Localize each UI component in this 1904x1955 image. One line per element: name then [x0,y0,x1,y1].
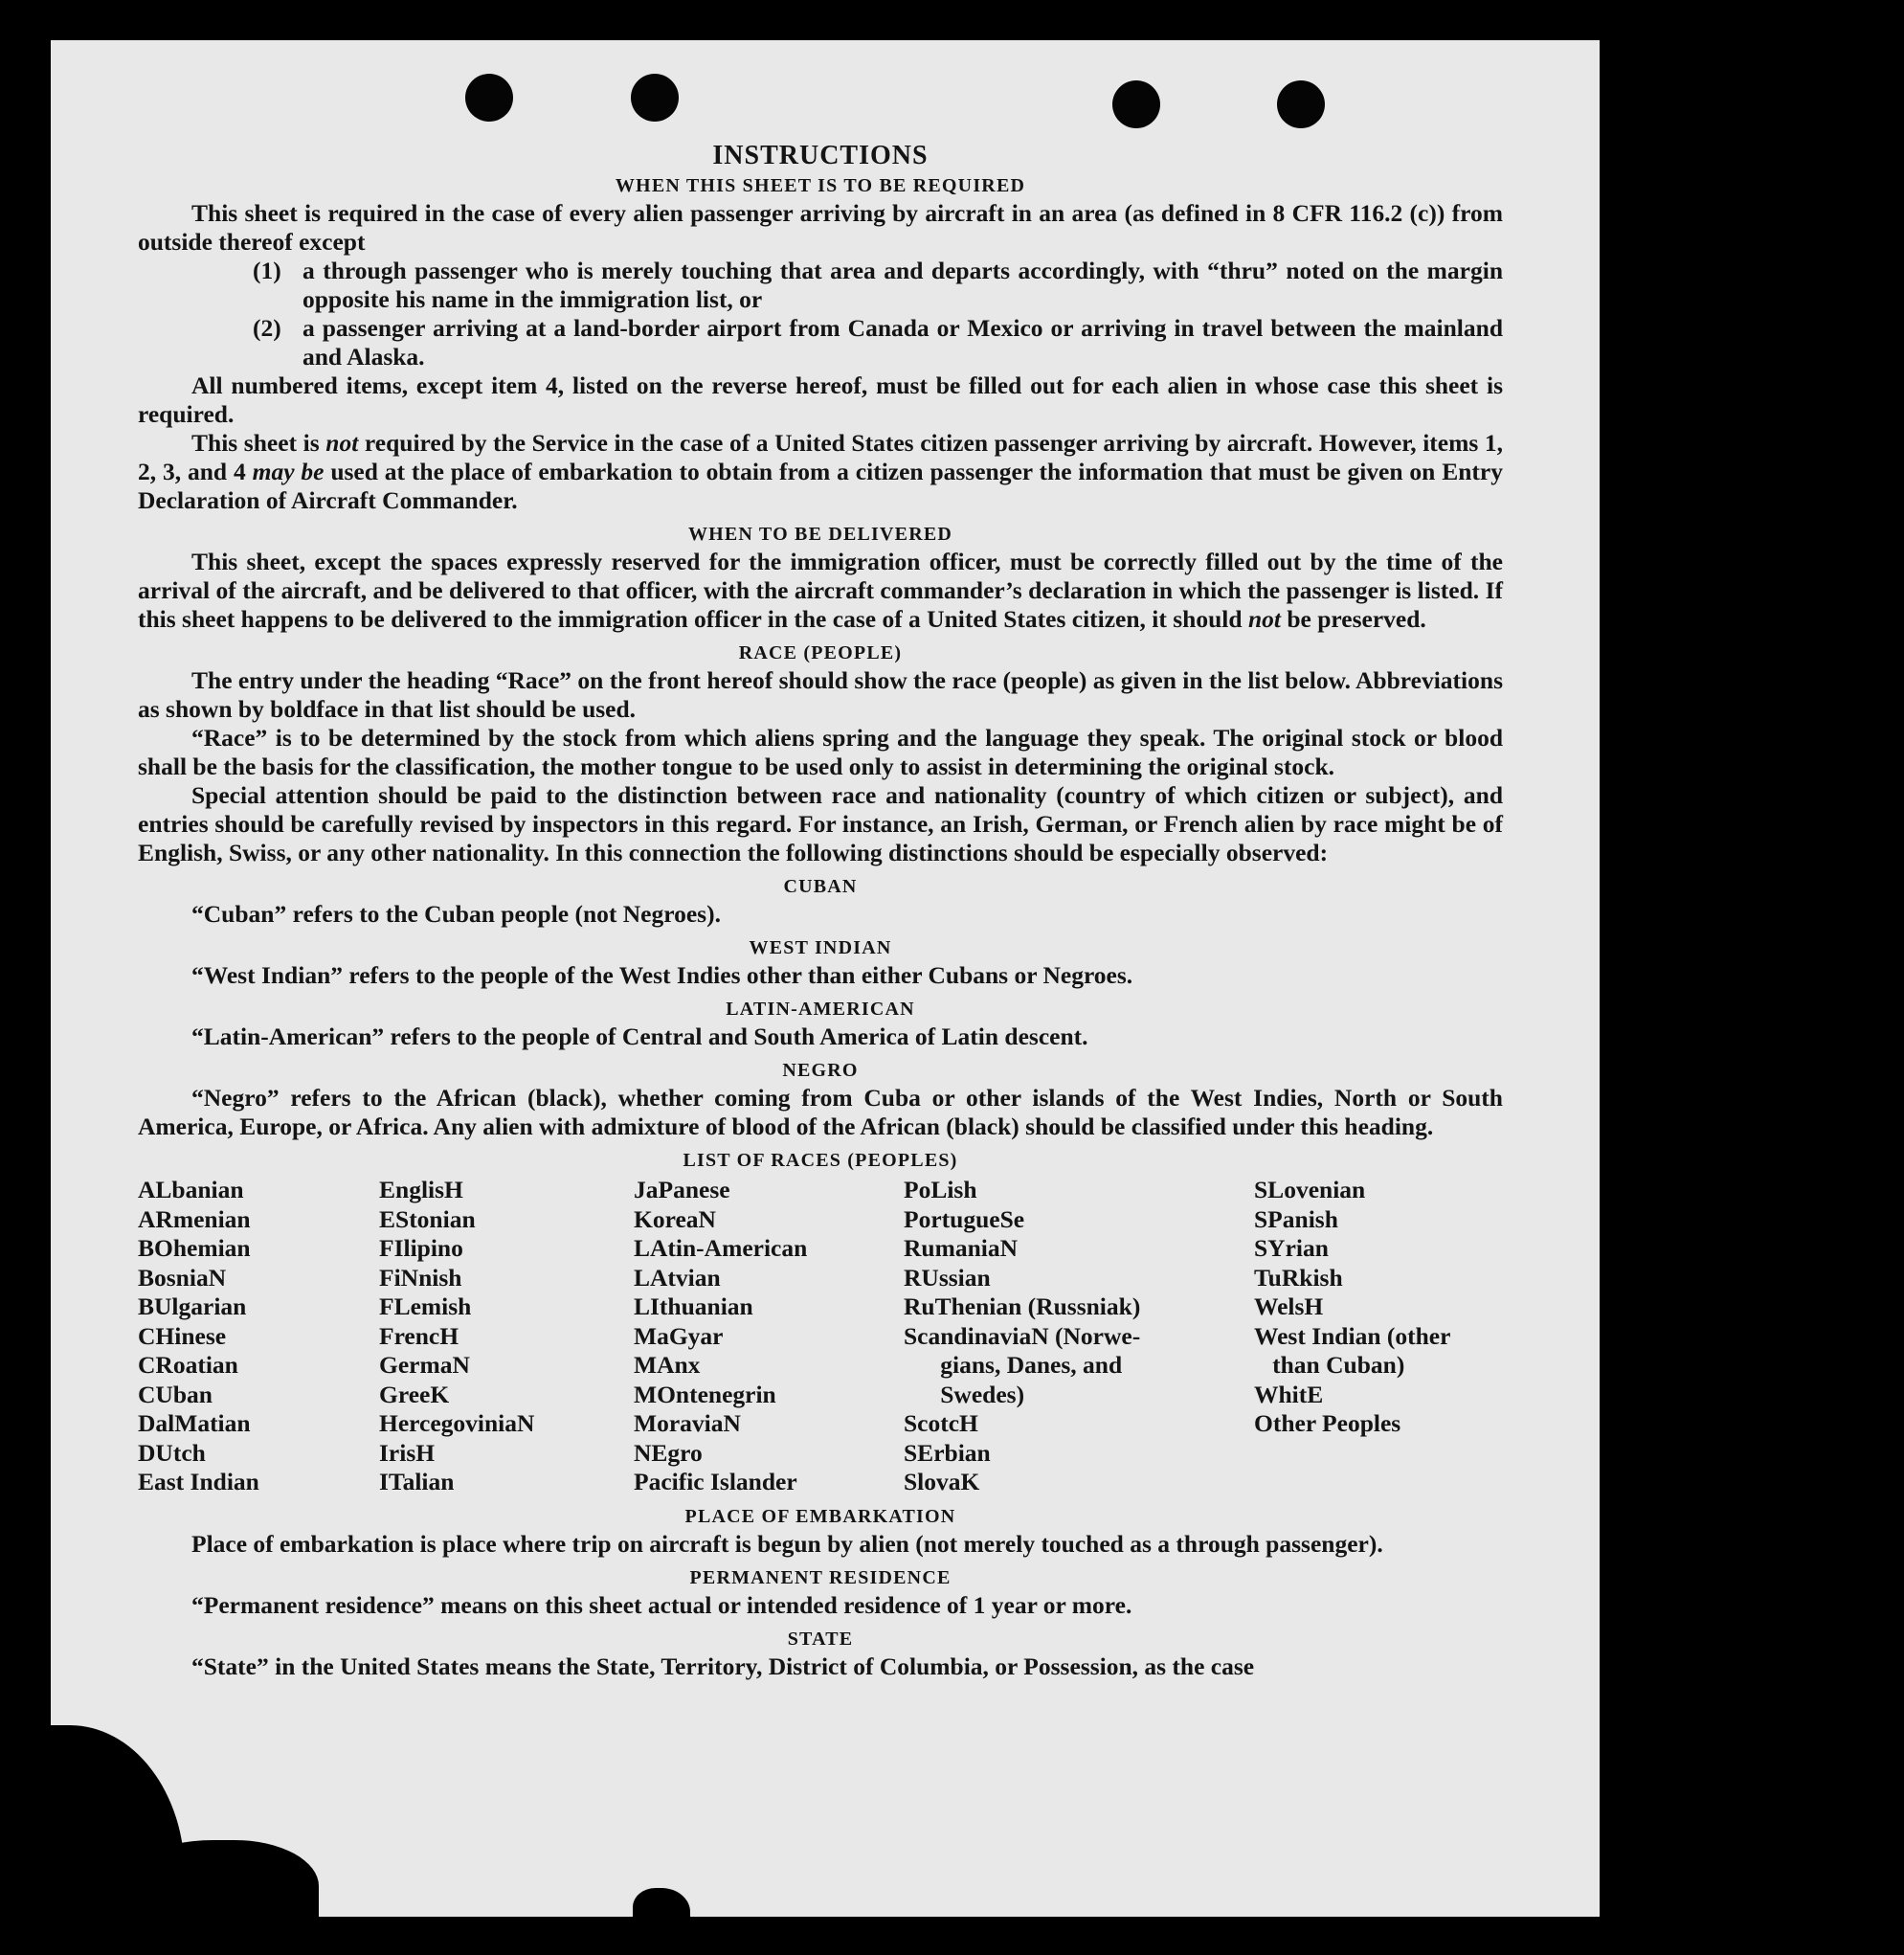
section-heading: STATE [787,1628,854,1650]
section-heading: CUBAN [783,876,858,897]
race-entry: DUtch [138,1438,206,1467]
torn-edge [633,1888,690,1917]
race-entry: EnglisH [379,1176,463,1203]
paragraph: Special attention should be paid to the distinction between race and nationality (country of which citizen or subject), and entries should be carefully revised by inspectors in this regard. For instance, an Irish, German, or French alien by race might be of English, Swiss, or any other nationality. In this connection the following distinctions should be especially observed: [138,781,1503,866]
paragraph: “Latin-American” refers to the people of Central and South America of Latin descent. [191,1022,1088,1050]
punch-hole [631,74,679,122]
paragraph: This sheet is required in the case of every alien passenger arriving by aircraft in an area (as defined in 8 CFR 116.2 (c)) from outside thereof except [138,199,1503,256]
race-entry: RuThenian (Russniak) [904,1292,1141,1320]
race-entry: GreeK [379,1380,450,1408]
race-entry: RumaniaN [904,1234,1019,1262]
race-entry: BUlgarian [138,1292,247,1320]
race-entry: TuRkish [1254,1263,1343,1292]
race-entry: MAnx [634,1351,701,1379]
list-item [138,314,1503,371]
item-text: a passenger arriving at a land-border airport from Canada or Mexico or arriving in travel between the mainland and Alaska. [302,314,1503,371]
race-column [138,1176,379,1497]
section-heading: PERMANENT RESIDENCE [689,1566,952,1588]
section-heading: RACE (PEOPLE) [738,642,903,663]
race-entry: ScandinaviaN (Norwe- [904,1321,1141,1350]
race-entry: CRoatian [138,1351,238,1379]
race-entry: FLemish [379,1292,472,1320]
item-text: a through passenger who is merely touching that area and departs accordingly, with “thru” noted on the margin opposite his name in the immigration list, or [302,257,1503,313]
race-entry: gians, Danes, and [904,1351,1123,1379]
instructions-text [138,140,1503,1681]
race-entry: ScotcH [904,1409,978,1437]
race-entry: WelsH [1254,1292,1324,1320]
race-entry: CUban [138,1380,213,1408]
race-entry: East Indian [138,1468,259,1495]
race-entry: LIthuanian [634,1292,753,1320]
punch-hole [1277,80,1325,128]
race-list [138,1176,1503,1497]
race-entry: BosniaN [138,1263,227,1292]
race-entry: PoLish [904,1176,977,1203]
text-run: This sheet is [191,429,326,457]
race-entry: SErbian [904,1438,991,1467]
paragraph: “Permanent residence” means on this sheet actual or intended residence of 1 year or more. [191,1590,1132,1619]
race-entry: ARmenian [138,1204,251,1233]
race-entry: LAtin-American [634,1234,808,1262]
paragraph: “State” in the United States means the State, Territory, District of Columbia, or Possession, as the case [191,1652,1255,1680]
punch-hole [465,74,513,122]
race-entry: ALbanian [138,1176,244,1203]
race-entry: FIlipino [379,1234,463,1262]
race-entry: than Cuban) [1254,1351,1405,1379]
section-heading: LATIN-AMERICAN [726,999,915,1020]
race-entry: PortugueSe [904,1204,1025,1233]
race-entry: JaPanese [634,1176,730,1203]
race-entry: SlovaK [904,1468,980,1495]
race-entry: IrisH [379,1438,436,1467]
paragraph: “Race” is to be determined by the stock from which aliens spring and the language they speak. The original stock or blood shall be the basis for the classification, the mother tongue to be used only to assist in determining the original stock. [138,724,1503,780]
race-entry: Swedes) [904,1380,1025,1408]
race-entry: SPanish [1254,1204,1338,1233]
paragraph: Place of embarkation is place where trip on aircraft is begun by alien (not merely touched as a through passenger). [191,1529,1383,1558]
text-run: be preserved. [1280,605,1426,633]
paragraph: The entry under the heading “Race” on the front hereof should show the race (people) as given in the list below. Abbreviations as shown by boldface in that list should be used. [138,666,1503,723]
race-entry: RUssian [904,1263,991,1292]
race-column [379,1176,634,1497]
paragraph [138,548,1503,634]
page-title: INSTRUCTIONS [712,141,929,170]
paragraph: “Cuban” refers to the Cuban people (not Negroes). [191,900,721,928]
race-entry: ITalian [379,1468,455,1495]
paragraph: “West Indian” refers to the people of the West Indies other than either Cubans or Negroes. [191,961,1133,989]
item-number: (2) [253,314,281,342]
paragraph: “Negro” refers to the African (black), whether coming from Cuba or other islands of the West Indies, North or South America, Europe, or Africa. Any alien with admixture of blood of the African (black) should be classified under this heading. [138,1084,1503,1140]
document-page [51,40,1600,1917]
race-entry: MoraviaN [634,1409,741,1437]
race-entry: KoreaN [634,1204,716,1233]
section-heading: NEGRO [782,1060,859,1081]
text-run: required by the Service in the case of a United States citizen passenger arriving by aircraft. However, items 1, 2, 3, and 4 [138,429,1503,485]
race-column [634,1176,904,1497]
race-entry: FrencH [379,1321,459,1350]
item-number: (1) [253,257,281,284]
race-column [904,1176,1254,1497]
race-entry: GermaN [379,1351,470,1379]
race-entry: MaGyar [634,1321,724,1350]
race-column [1254,1176,1503,1497]
paragraph [138,429,1503,515]
italic-text: not [1247,605,1281,633]
text-run: This sheet, except the spaces expressly reserved for the immigration officer, must be correctly filled out by the time of the arrival of the aircraft, and be delivered to that officer, with the aircraft commander’s declaration in which the passenger is listed. If this sheet happens to be delivered to the immigration officer in the case of a United States citizen, it should [138,548,1503,633]
section-heading: LIST OF RACES (PEOPLES) [683,1150,958,1171]
race-entry: SLovenian [1254,1176,1366,1203]
race-entry: MOntenegrin [634,1380,776,1408]
race-entry: Other Peoples [1254,1409,1401,1437]
race-entry: LAtvian [634,1263,721,1292]
text-run: used at the place of embarkation to obtain from a citizen passenger the information that must be given on Entry Declaration of Aircraft Commander. [138,458,1503,514]
race-entry: EStonian [379,1204,476,1233]
race-entry: CHinese [138,1321,227,1350]
race-entry: SYrian [1254,1234,1329,1262]
race-entry: West Indian (other [1254,1321,1451,1350]
section-heading: WHEN TO BE DELIVERED [687,524,953,545]
race-entry: WhitE [1254,1380,1324,1408]
race-entry: HercegoviniaN [379,1409,535,1437]
list-item [138,257,1503,314]
race-entry: Pacific Islander [634,1468,797,1495]
italic-text: not [325,429,359,457]
race-entry: DalMatian [138,1409,251,1437]
race-entry: NEgro [634,1438,703,1467]
section-heading: WEST INDIAN [749,937,892,958]
punch-hole [1112,80,1160,128]
paragraph: All numbered items, except item 4, listed on the reverse hereof, must be filled out for each alien in whose case this sheet is required. [138,371,1503,428]
italic-text: may be [252,458,325,485]
race-entry: FiNnish [379,1263,462,1292]
section-heading: PLACE OF EMBARKATION [684,1505,956,1527]
section-heading: WHEN THIS SHEET IS TO BE REQUIRED [615,175,1026,196]
race-entry: BOhemian [138,1234,251,1262]
